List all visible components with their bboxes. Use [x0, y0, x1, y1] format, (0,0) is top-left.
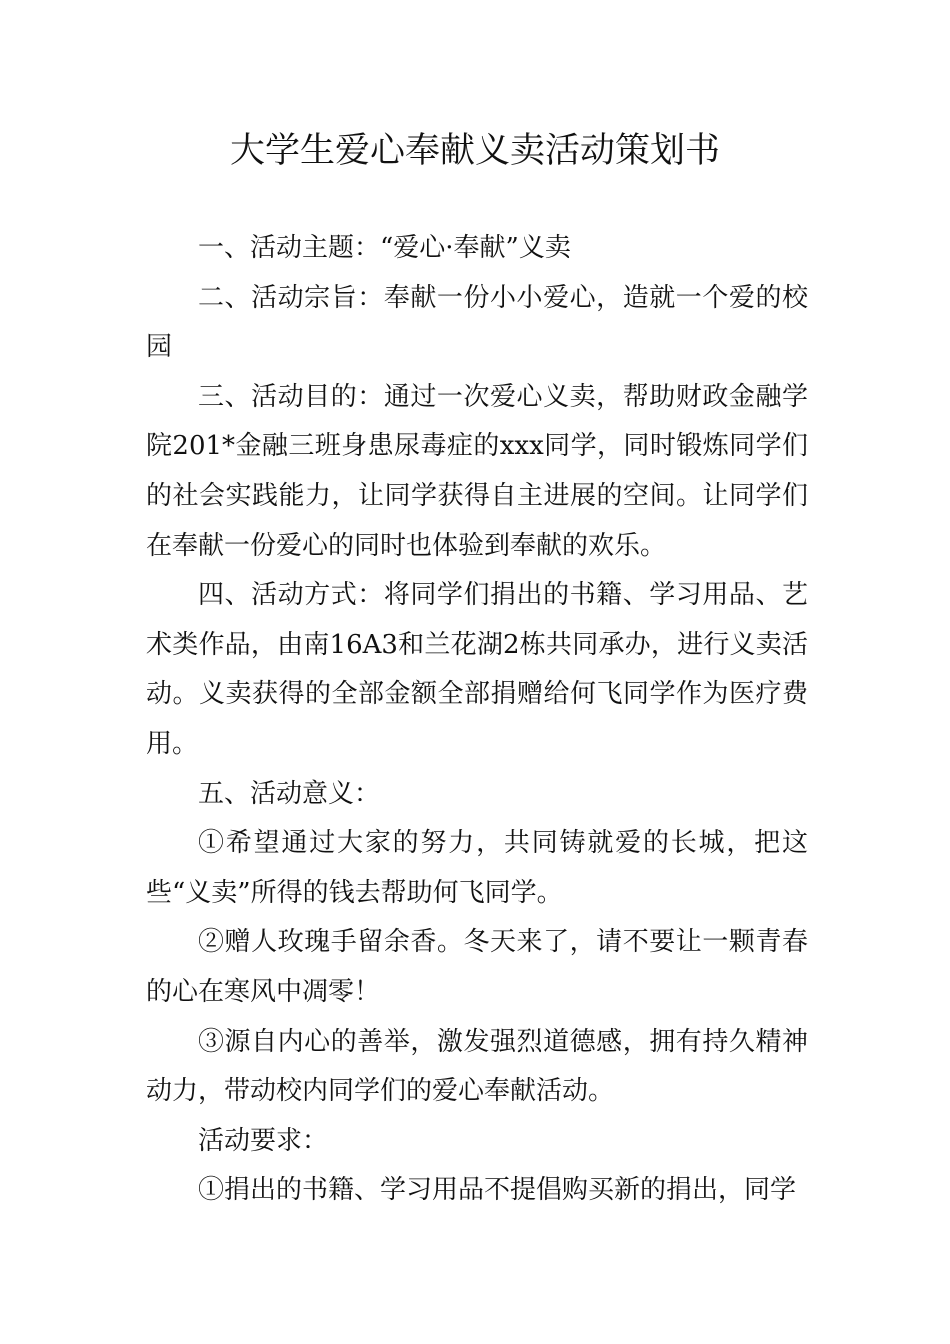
paragraph-goal: 三、活动目的：通过一次爱心义卖，帮助财政金融学院201*金融三班身患尿毒症的xxx同学，同时锻炼同学们的社会实践能力，让同学获得自主进展的空间。让同学们在奉献一份爱心的同时也体验到奉献的欢乐。	[146, 381, 808, 561]
paragraph-theme: 一、活动主题：“爱心·奉献”义卖	[198, 233, 571, 263]
paragraph-significance-2: ②赠人玫瑰手留余香。冬天来了，请不要让一颗青春的心在寒风中凋零！	[146, 927, 808, 1007]
paragraph-significance-heading: 五、活动意义：	[198, 778, 381, 809]
paragraph-requirements-heading: 活动要求：	[198, 1125, 329, 1156]
paragraph-purpose: 二、活动宗旨：奉献一份小小爱心，造就一个爱的校园	[146, 282, 808, 363]
document-body	[146, 224, 808, 1216]
paragraph-requirement-1: ①捐出的书籍、学习用品不提倡购买新的捐出，同学	[198, 1175, 797, 1206]
document-title: 大学生爱心奉献义卖活动策划书	[229, 131, 720, 171]
paragraph-method: 四、活动方式：将同学们捐出的书籍、学习用品、艺术类作品，由南16A3和兰花湖2栋共同承办，进行义卖活动。义卖获得的全部金额全部捐赠给何飞同学作为医疗费用。	[146, 580, 808, 759]
paragraph-significance-3: ③源自内心的善举，激发强烈道德感，拥有持久精神动力，带动校内同学们的爱心奉献活动。	[146, 1026, 808, 1107]
paragraph-significance-1: ①希望通过大家的努力，共同铸就爱的长城，把这些“义卖”所得的钱去帮助何飞同学。	[146, 828, 808, 908]
